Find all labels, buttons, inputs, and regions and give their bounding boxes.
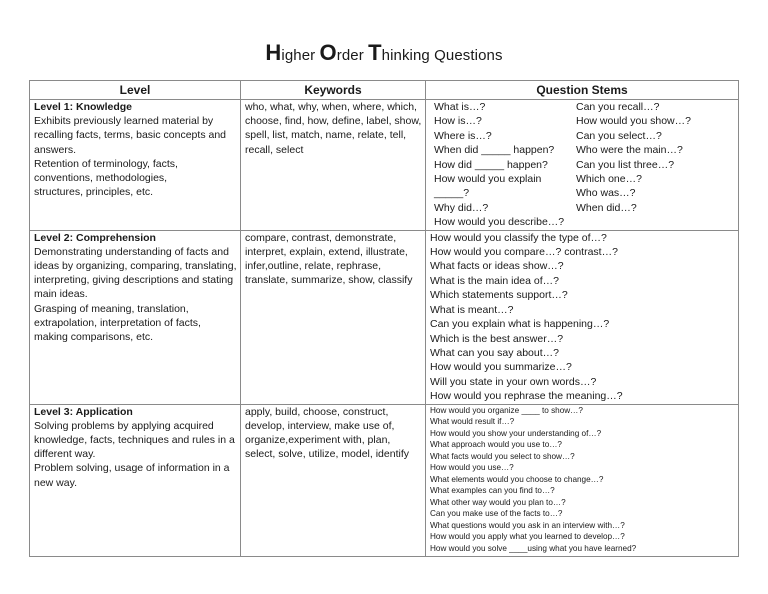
level-title: Level 2: Comprehension (34, 231, 156, 244)
keywords-line: compare, contrast, demonstrate, (245, 231, 397, 244)
keywords-cell (241, 404, 426, 556)
question-stem: What can you say about…? (430, 346, 559, 359)
question-stem: Can you list three…? (576, 158, 675, 171)
keywords-line: recall, select (245, 143, 304, 156)
question-stem: What is the main idea of…? (430, 274, 559, 287)
question-stem: What elements would you choose to change…? (430, 474, 604, 484)
level-cell (30, 230, 241, 404)
keywords-line: interpret, explain, extend, illustrate, (245, 245, 408, 258)
level-desc-line: Grasping of meaning, translation, (34, 302, 189, 315)
question-stem: When did…? (576, 201, 637, 214)
question-stem: How would you compare…? contrast…? (430, 246, 618, 259)
table-row-comprehension (30, 230, 739, 404)
header-keywords: Keywords (241, 81, 426, 100)
keywords-cell (241, 100, 426, 231)
keywords-line: select, solve, utilize, model, identify (245, 448, 409, 461)
question-stem: What is meant…? (430, 303, 514, 316)
question-stems-column-1 (434, 100, 576, 230)
question-stem: How did _____ happen? (434, 158, 548, 171)
question-stem: How would you show your understanding of…? (430, 428, 602, 438)
question-stem: How is…? (434, 115, 482, 128)
level-desc-line: Exhibits previously learned material by (34, 115, 214, 128)
question-stem: Who was…? (576, 187, 636, 200)
question-stem: How would you organize ____ to show…? (430, 405, 583, 415)
question-stem: How would you apply what you learned to develop…? (430, 532, 625, 542)
header-level: Level (30, 81, 241, 100)
keywords-line: translate, summarize, show, classify (245, 274, 413, 287)
question-stems-cell (426, 230, 739, 404)
document-title (0, 40, 768, 66)
keywords-line: who, what, why, when, where, which, (245, 101, 417, 113)
title-part-igher: igher (281, 47, 320, 64)
table-row-knowledge (30, 100, 739, 231)
level-desc-line: conventions, methodologies, (34, 172, 168, 185)
title-part-hinking-questions: hinking Questions (381, 47, 503, 64)
keywords-line: develop, interview, make use of, (245, 419, 395, 432)
question-stem: Which is the best answer…? (430, 332, 564, 345)
level-desc-line: different way. (34, 448, 96, 461)
question-stem: Can you make use of the facts to…? (430, 509, 563, 519)
title-part-rder: rder (336, 47, 369, 64)
level-desc-line: making comparisons, etc. (34, 331, 154, 344)
question-stem: Can you recall…? (576, 101, 660, 113)
question-stem: What examples can you find to…? (430, 486, 555, 496)
question-stem: What facts would you select to show…? (430, 451, 575, 461)
level-desc-line: interpreting, giving descriptions and stating (34, 274, 234, 287)
hot-questions-table (29, 80, 739, 557)
level-desc-line: main ideas. (34, 288, 88, 301)
keywords-line: infer,outline, relate, rephrase, (245, 260, 381, 273)
level-desc-line: Retention of terminology, facts, (34, 157, 178, 170)
level-cell (30, 100, 241, 231)
level-desc-line: structures, principles, etc. (34, 186, 154, 199)
question-stem: How would you rephrase the meaning…? (430, 390, 623, 403)
question-stem: Can you select…? (576, 129, 662, 142)
question-stem: How would you explain (434, 173, 542, 186)
level-desc-line: Demonstrating understanding of facts and (34, 245, 229, 258)
question-stem: Why did…? (434, 201, 489, 214)
table-header-row (30, 81, 739, 100)
level-cell (30, 404, 241, 556)
question-stem: How would you describe…? (434, 216, 565, 229)
question-stem: Will you state in your own words…? (430, 375, 597, 388)
title-initial-o: O (319, 40, 337, 65)
question-stems-two-column (430, 100, 734, 230)
question-stem: How would you show…? (576, 115, 691, 128)
question-stems-column-2 (576, 100, 734, 230)
level-desc-line: new way. (34, 476, 77, 489)
level-desc-line: Problem solving, usage of information in a (34, 462, 230, 475)
question-stem: How would you use…? (430, 463, 514, 473)
question-stem: Can you explain what is happening…? (430, 318, 610, 331)
question-stem: What questions would you ask in an interview with…? (430, 520, 625, 530)
keywords-line: choose, find, how, define, label, show, (245, 115, 422, 128)
level-title: Level 1: Knowledge (34, 101, 133, 113)
question-stem: Who were the main…? (576, 144, 683, 157)
title-initial-t: T (368, 40, 382, 65)
question-stem: When did _____ happen? (434, 144, 555, 157)
level-title: Level 3: Application (34, 405, 133, 418)
question-stem: How would you summarize…? (430, 361, 572, 374)
level-desc-line: ideas by organizing, comparing, translating, (34, 260, 237, 273)
question-stem: _____? (434, 187, 470, 200)
level-desc-line: answers. (34, 143, 77, 156)
question-stem: Which statements support…? (430, 289, 568, 302)
level-desc-line: recalling facts, terms, basic concepts and (34, 129, 227, 142)
question-stem: How would you solve ____using what you have learned? (430, 543, 637, 553)
question-stem: What would result if…? (430, 417, 515, 427)
question-stem: What other way would you plan to…? (430, 497, 566, 507)
title-initial-h: H (265, 40, 282, 65)
question-stems-cell (426, 100, 739, 231)
question-stem: How would you classify the type of…? (430, 231, 607, 244)
question-stem: What approach would you use to…? (430, 440, 562, 450)
level-desc-line: Solving problems by applying acquired (34, 419, 214, 432)
level-desc-line: extrapolation, interpretation of facts, (34, 316, 201, 329)
level-desc-line: knowledge, facts, techniques and rules in a (34, 433, 235, 446)
table-row-application (30, 404, 739, 556)
keywords-cell (241, 230, 426, 404)
question-stem: Where is…? (434, 129, 492, 142)
question-stem: Which one…? (576, 173, 642, 186)
keywords-line: organize,experiment with, plan, (245, 433, 391, 446)
keywords-line: spell, list, match, name, relate, tell, (245, 129, 407, 142)
header-question-stems: Question Stems (426, 81, 739, 100)
question-stem: What is…? (434, 101, 486, 113)
question-stems-cell (426, 404, 739, 556)
keywords-line: apply, build, choose, construct, (245, 405, 389, 418)
question-stem: What facts or ideas show…? (430, 260, 564, 273)
